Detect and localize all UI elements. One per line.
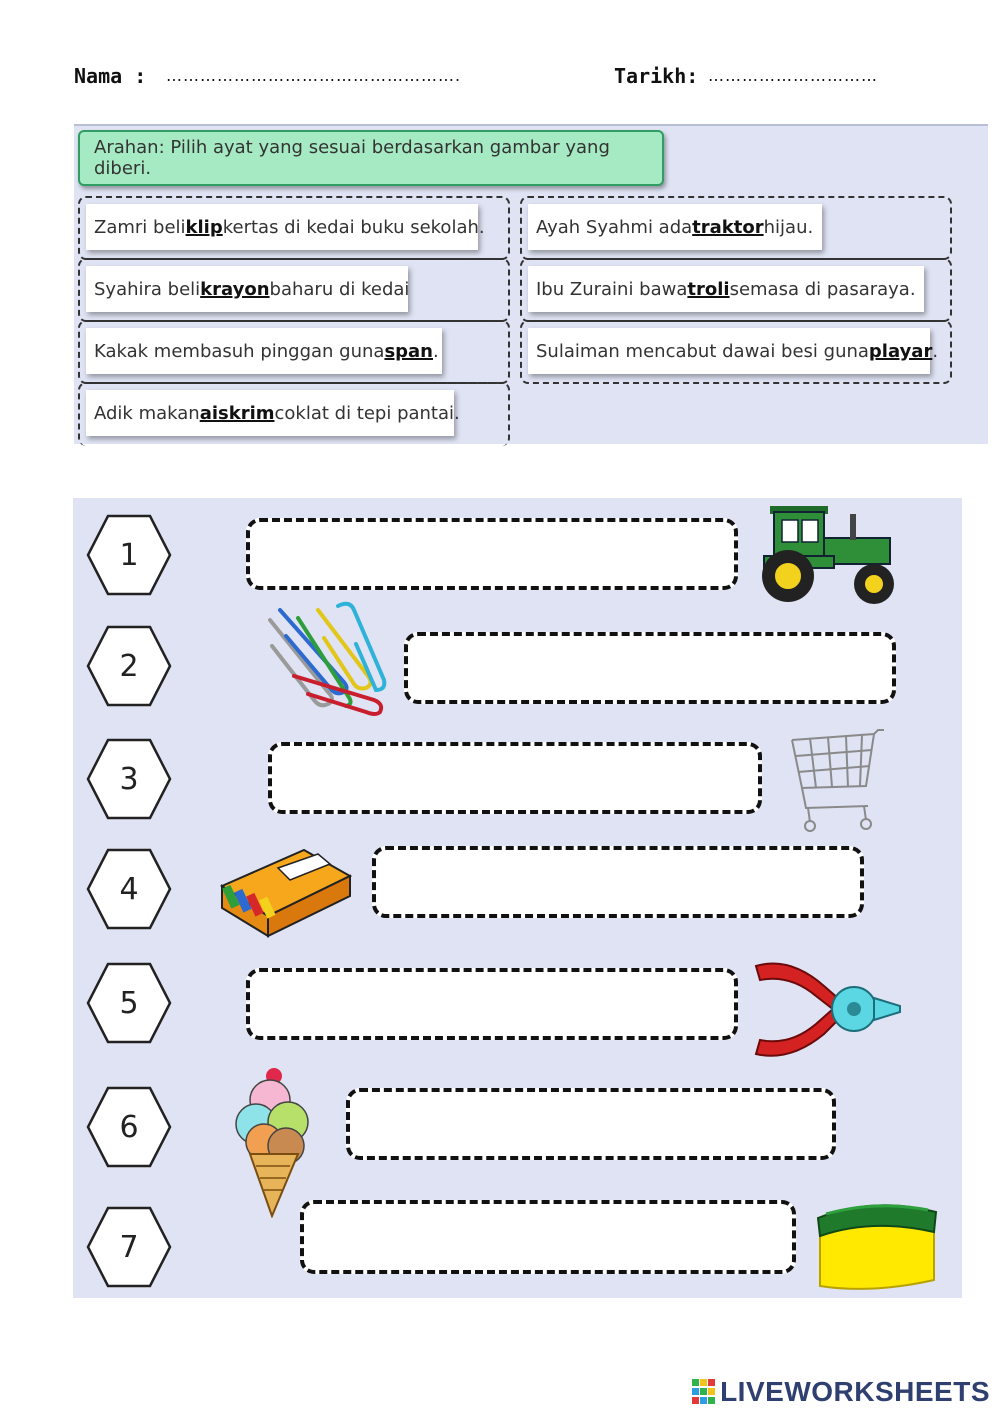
answer-box-2[interactable] [404,632,896,704]
date-label: Tarikh: [614,64,699,88]
date-field[interactable]: ………………………… [708,66,878,85]
question-number-badge: 4 [86,847,172,931]
answer-box-4[interactable] [372,846,864,918]
question-number-badge: 3 [86,737,172,821]
keyword: traktor [692,216,764,238]
answer-box-5[interactable] [246,968,738,1040]
keyword: playar [868,340,933,362]
question-number-badge: 2 [86,624,172,708]
sentence-card[interactable]: Zamri beli klip kertas di kedai buku sekolah. [86,204,478,250]
keyword: klip [185,216,223,238]
ice-cream-icon [232,1066,314,1222]
sentence-card[interactable]: Adik makan aiskrim coklat di tepi pantai. [86,390,454,436]
answer-box-7[interactable] [300,1200,796,1274]
keyword: span [384,340,433,362]
name-label: Nama : [74,64,147,88]
liveworksheets-logo [692,1376,990,1408]
answer-box-3[interactable] [268,742,762,814]
keyword: krayon [200,278,270,300]
sentence-card[interactable]: Sulaiman mencabut dawai besi guna playar . [528,328,930,374]
answer-box-1[interactable] [246,518,738,590]
question-number-badge: 5 [86,961,172,1045]
sentence-card[interactable]: Syahira beli krayon baharu di kedai [86,266,408,312]
question-number-badge: 6 [86,1085,172,1169]
brand-text: LIVEWORKSHEETS [720,1376,990,1407]
sentence-card[interactable]: Ibu Zuraini bawa troli semasa di pasaraya. [528,266,924,312]
liveworksheets-mark-icon [692,1379,716,1405]
paper-clips-icon [258,600,392,720]
keyword: aiskrim [199,402,275,424]
keyword: troli [687,278,730,300]
tractor-icon [758,500,902,610]
question-number-badge: 7 [86,1205,172,1289]
sentence-card[interactable]: Ayah Syahmi ada traktor hijau. [528,204,822,250]
pliers-icon [750,956,904,1068]
shopping-trolley-icon [788,726,886,836]
sponge-icon [812,1198,940,1300]
name-field[interactable]: ……………………………………………. [166,66,462,85]
instruction-banner: Arahan: Pilih ayat yang sesuai berdasarkan gambar yang diberi. [78,130,664,186]
question-number-badge: 1 [86,513,172,597]
crayon-box-icon [218,846,354,942]
answer-box-6[interactable] [346,1088,836,1160]
sentence-card[interactable]: Kakak membasuh pinggan guna span . [86,328,442,374]
